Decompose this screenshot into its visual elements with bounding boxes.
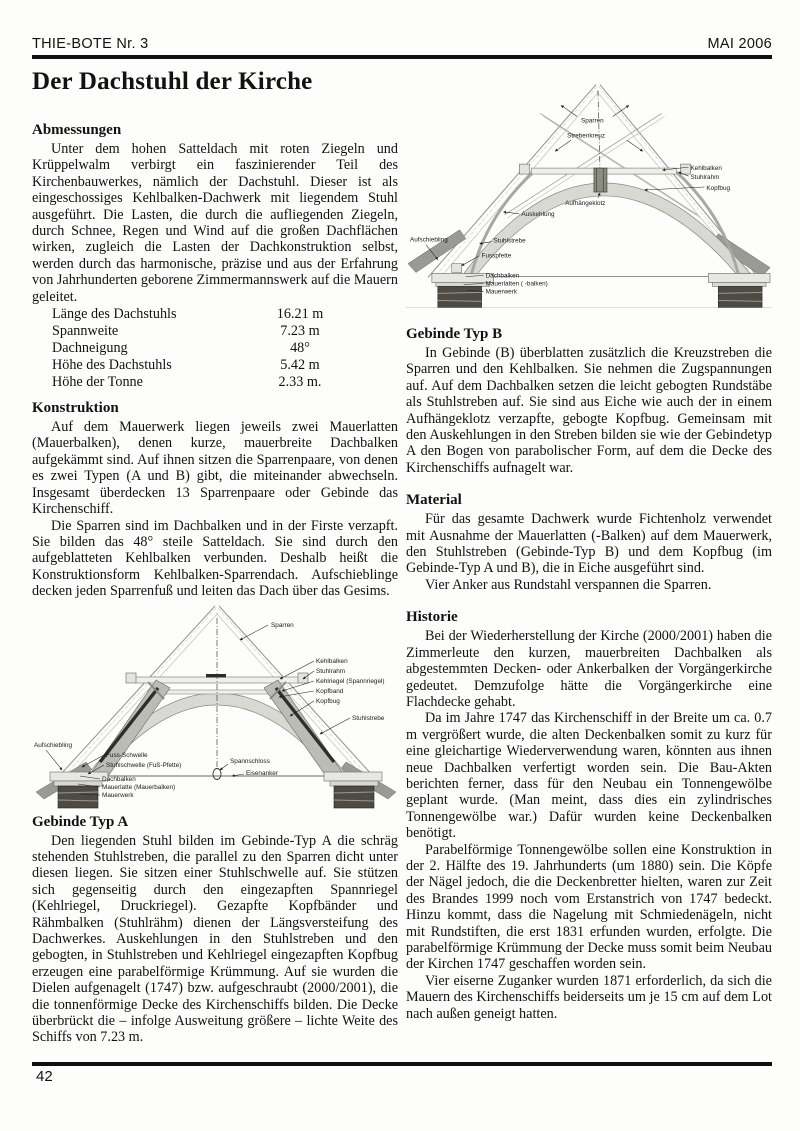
measurement-label: Höhe der Tonne (52, 374, 143, 391)
plumb-line (598, 91, 600, 169)
masthead (32, 36, 772, 52)
masthead-left: THIE-BOTE Nr. 3 (32, 36, 149, 52)
right-column (406, 60, 772, 1022)
diagram-a-label-aufschiebling: Aufschiebling (34, 741, 73, 749)
truss-diagram-type-a (32, 604, 400, 810)
measurement-value: 16.21 m (276, 306, 324, 323)
diagram-b-label-dachbalken: Dachbalken (485, 272, 520, 280)
dachbalken-beam (324, 772, 382, 781)
measurement-value: 2.33 m. (278, 374, 322, 391)
diagram-b-label-mauerwerk: Mauerwerk (485, 288, 518, 296)
diagram-b-label-kopfbug: Kopfbug (706, 184, 731, 192)
konstruktion-paragraph-1: Auf dem Mauerwerk liegen jeweils zwei Mauerlatten (Mauerbalken), denen kurze, mauerbreite Dachbalken aufgekämmt sind. Auf ihnen sitzen die Sparrenpaare, von denen es zwei Typen (A und B) gibt, die miteinander abwechseln. Insgesamt überdecken 13 Sparrenpaare oder Gebinde das Kirchenschiff. (32, 419, 398, 518)
diagram-a-label-mauerlatte: Mauerlatte (Mauerbalken) (102, 783, 176, 791)
diagram-b-label-aufschiebling: Aufschiebling (409, 236, 448, 244)
historie-paragraph-2: Da im Jahre 1747 das Kirchenschiff in der Breite um ca. 0.7 m vergrößert wurde, die alten Deckenbalken somit zu kurz für eine gleichartige Wiederverwendung waren, könnten aus ihnen neue Dachbalken verfertigt worden sein. Die Bau-Akten berichten ferner, dass für den Neubau ein Tonnengewölbe geplant wurde. (Man meint, dass dies ein zylindrisches Tonnengewölbe war.) Dafür wurden keine Deckenbalken benötigt. (406, 710, 772, 842)
section-heading-historie: Historie (406, 609, 458, 626)
diagram-b-label-auskehlung: Auskehlung (521, 210, 555, 218)
parabolic-arch (464, 183, 750, 274)
gebinde-b-paragraph: In Gebinde (B) überblatten zusätzlich die Kreuzstreben die Sparren und den Kehlbalken. Sie nehmen die Zugspannungen auf. Auf dem Dachbalken setzen die leicht gebogten Rundstäbe als Stuhlstreben auf. Sie sind aus Eiche wie auch der in einem Aufhängeklotz verzapfte, gebogte Kopfbug. Gemeinsam mit den Auskehlungen in den Streben bilden sie wie der Gebindetyp A den Bogen von parabolischer Form, auf dem die Decke des Kirchenschiffs aufnagelt war. (406, 345, 772, 476)
section-heading-gebinde-a: Gebinde Typ A (32, 813, 129, 830)
table-row (52, 306, 352, 323)
measurement-label: Spannweite (52, 323, 119, 340)
left-column (32, 118, 398, 1046)
dachbalken-beam (50, 772, 108, 781)
diagram-b-label-aufhaengeklotz: Aufhängeklotz (565, 199, 606, 207)
fusspfette-section (452, 264, 462, 273)
dachbalken-beam (708, 274, 770, 283)
measurements-table (52, 306, 352, 391)
measurement-value: 5.42 m (280, 357, 320, 374)
measurement-label: Dachneigung (52, 340, 128, 357)
footer-rule (32, 1062, 772, 1066)
stuhlrahm-section (681, 164, 691, 174)
mauerlatte-beam (330, 781, 378, 786)
table-row (52, 357, 352, 374)
stuhlrahm-section (519, 164, 529, 174)
measurement-label: Länge des Dachstuhls (52, 306, 177, 323)
mauerlatte-beam (712, 282, 766, 286)
header-rule (32, 55, 772, 59)
mauerlatte-beam (54, 781, 102, 786)
page-number: 42 (36, 1068, 53, 1085)
diagram-a-label-spannschloss: Spannschloss (230, 757, 270, 765)
diagram-a-label-dachbalken: Dachbalken (102, 775, 136, 783)
material-paragraph-1: Für das gesamte Dachwerk wurde Fichtenholz verwendet mit Ausnahme der Mauerlatten (-Balken) auf dem Mauerwerk, den Stuhlstreben (Gebinde-Typ B) und dem Kopfbug (im Gebinde-Typ A und B), die in Eiche ausgeführt sind. (406, 511, 772, 577)
diagram-b-label-stuhlstrebe: Stuhlstrebe (493, 237, 526, 245)
historie-paragraph-3: Parabelförmige Tonnengewölbe sollen eine Konstruktion in der 2. Hälfte des 19. Jahrhunderts (um 1880) sein. Die Köpfe der Nägel jedoch, die die Deckenbretter hielten, waren zur Zeit des Brandes 1999 noch vom Erstanstrich von 1747 bedeckt. Hinzu kommt, dass die Nagelung mit Schmiedenägeln, nicht mit Rundstiften, die erst 1831 erfunden wurden, erfolgte. Die parabelförmige Krümmung der Decke muss somit beim Neubau der Kirchen 1747 geschaffen worden sein. (406, 841, 772, 973)
gebinde-a-paragraph: Den liegenden Stuhl bilden im Gebinde-Typ A die schräg stehenden Stuhlstreben, die parallel zu den Sparren dicht unter diesen liegen. Sie sitzen einer Stuhlschwelle auf. Sie stützen sich gegenseitig durch den eingezapften Spannriegel (Kehlriegel, Druckriegel). Gezapfte Kopfbänder und Rähmbalken (Stuhlrähm) dienen der Längsversteifung des Dachwerkes. Auskehlungen in den Stuhlstreben und den gebogten, in Stuhlstreben und Kehlriegel eingezapften Kopfbug erzeugen eine parabelförmige Krümmung. Auf sie wurden die Dielen aufgenagelt (1747) bzw. aufgeschraubt (2000/2001), die die tonnenförmige Decke des Kirchenschiffs bilden. Die Decke überbrückt die – infolge Ausweitung größere – lichte Weite des Schiffs von 7.23 m. (32, 832, 398, 1046)
abmessungen-paragraph: Unter dem hohen Satteldach mit roten Ziegeln und Krüppelwalm verbirgt ein faszinierender Teil des Kirchenbauwerkes, nämlich der Dachstuhl. Dieser ist als eingeschossiges Kehlbalken-Dachwerk mit liegendem Stuhl ausgeführt. Die Lasten, die durch die aufliegenden Ziegeln, durch Schnee, Regen und Wind auf die großen Dachflächen wirken, zugleich die Lasten der Dachkonstruktion selbst, werden durch das harmonische, präzise und aus der Erfahrung von Jahrhunderten geborene Zimmermannswerk auf die Mauern geleitet. (32, 141, 398, 305)
section-heading-material: Material (406, 492, 462, 509)
diagram-a-label-stuhlschwelle: Stuhlschwelle (Fuß-Pfette) (106, 761, 182, 769)
section-heading-konstruktion: Konstruktion (32, 400, 119, 417)
diagram-a-label-kehlriegel: Kehlriegel (Spannriegel) (316, 677, 385, 685)
diagram-b-label-stuhlrahm: Stuhlrahm (690, 174, 720, 182)
spannschloss-symbol (213, 768, 221, 779)
aufhaengeklotz-block (594, 168, 607, 192)
diagram-a-label-kehlbalken: Kehlbalken (316, 657, 348, 665)
section-heading-abmessungen: Abmessungen (32, 122, 122, 138)
ridge-mark (206, 674, 226, 678)
table-row (52, 374, 352, 391)
table-row (52, 323, 352, 340)
dachbalken-beam (432, 274, 494, 283)
diagram-b-label-kehlbalken: Kehlbalken (690, 165, 722, 173)
historie-paragraph-1: Bei der Wiederherstellung der Kirche (2000/2001) haben die Zimmerleute den kurzen, mauerbreiten Dachbalken als abgestemmten Decken- oder Ankerbalken der Vorgängerkirche gedeutet. Demzufolge hätte die Vorgängerkirche eine Flachdecke gehabt. (406, 628, 772, 710)
diagram-a-label-fussschwelle: Fuss-Schwelle (106, 751, 148, 759)
measurement-value: 48° (290, 340, 310, 357)
diagram-a-label-stuhlrahm: Stuhlrahm (316, 667, 346, 675)
section-heading-gebinde-b: Gebinde Typ B (406, 326, 503, 342)
mauerlatte-beam (436, 282, 490, 286)
diagram-b-label-mauerlatten: Mauerlatten ( -balken) (485, 280, 548, 288)
diagram-a-label-mauerwerk: Mauerwerk (102, 791, 134, 799)
diagram-a-label-kopfband: Kopfband (316, 687, 344, 695)
diagram-a-label-sparren: Sparren (271, 621, 294, 629)
diagram-b-label-sparren: Sparren (581, 117, 604, 125)
diagram-b-label-fusspfette: Fusspfette (481, 252, 512, 260)
measurement-value: 7.23 m (280, 323, 320, 340)
stuhlrahm-section (126, 673, 136, 683)
diagram-a-label-stuhlstrebe: Stuhlstrebe (352, 714, 385, 722)
konstruktion-paragraph-2: Die Sparren sind im Dachbalken und in der Firste verzapft. Sie bilden das 48° steile Satteldach. Sie sind durch den aufgeblatteten Kehlbalken verbunden. Deshalb heißt die Konstruktionsform Kehlbalken-Sparrendach. Aufschieblinge decken jeden Sparrenfuß und leiten das Dach über das Gesims. (32, 517, 398, 600)
historie-paragraph-4: Vier eiserne Zuganker wurden 1871 erforderlich, da sich die Mauern des Kirchenschiffs beiderseits um je 15 cm auf dem Lot nach außen geneigt hatten. (406, 972, 772, 1022)
diagram-b-label-strebenkreuz: Strebenkreuz (567, 132, 605, 140)
measurement-label: Höhe des Dachstuhls (52, 357, 172, 374)
truss-diagram-type-b (406, 64, 772, 312)
stuhlrahm-section (298, 673, 308, 683)
page-title: Der Dachstuhl der Kirche (32, 68, 313, 95)
diagram-a-label-eisenanker: Eisenanker (246, 769, 278, 777)
table-row (52, 340, 352, 357)
material-paragraph-2: Vier Anker aus Rundstahl verspannen die Sparren. (425, 576, 712, 593)
diagram-a-label-kopfbug: Kopfbug (316, 697, 340, 705)
masthead-right: MAI 2006 (707, 36, 772, 52)
